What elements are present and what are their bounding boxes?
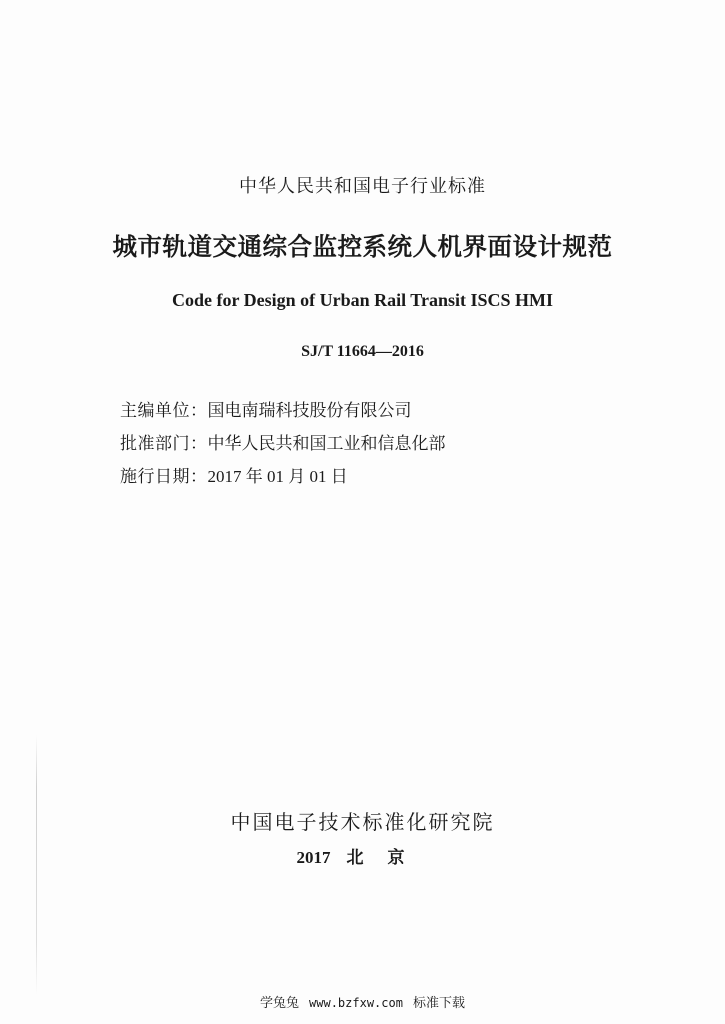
meta-date-row <box>120 462 348 487</box>
title-chinese: 城市轨道交通综合监控系统人机界面设计规范 <box>112 232 613 261</box>
publication-year: 2017 <box>296 848 331 867</box>
publisher-name: 中国电子技术标准化研究院 <box>230 810 495 834</box>
meta-editor-row <box>120 396 412 421</box>
meta-approver-row <box>120 429 446 454</box>
industry-standard-heading: 中华人民共和国电子行业标准 <box>239 176 486 197</box>
footer-tag: 标准下载 <box>412 996 465 1011</box>
editor-value: 国电南瑞科技股份有限公司 <box>207 401 412 421</box>
approver-label: 批准部门： <box>120 434 208 454</box>
footer-site-link[interactable]: www.bzfxw.com <box>309 996 403 1010</box>
date-label: 施行日期： <box>120 467 208 487</box>
date-value: 2017 年 01 月 01 日 <box>207 467 348 486</box>
approver-value: 中华人民共和国工业和信息化部 <box>207 434 446 454</box>
footer-watermark <box>0 992 725 1011</box>
editor-label: 主编单位： <box>120 401 208 421</box>
publication-line <box>0 843 725 868</box>
title-english: Code for Design of Urban Rail Transit ISCS HMI <box>171 290 554 310</box>
standard-number: SJ/T 11664—2016 <box>301 343 424 360</box>
footer-brand: 学兔兔 <box>260 996 300 1011</box>
publication-city: 北京 <box>346 848 429 868</box>
